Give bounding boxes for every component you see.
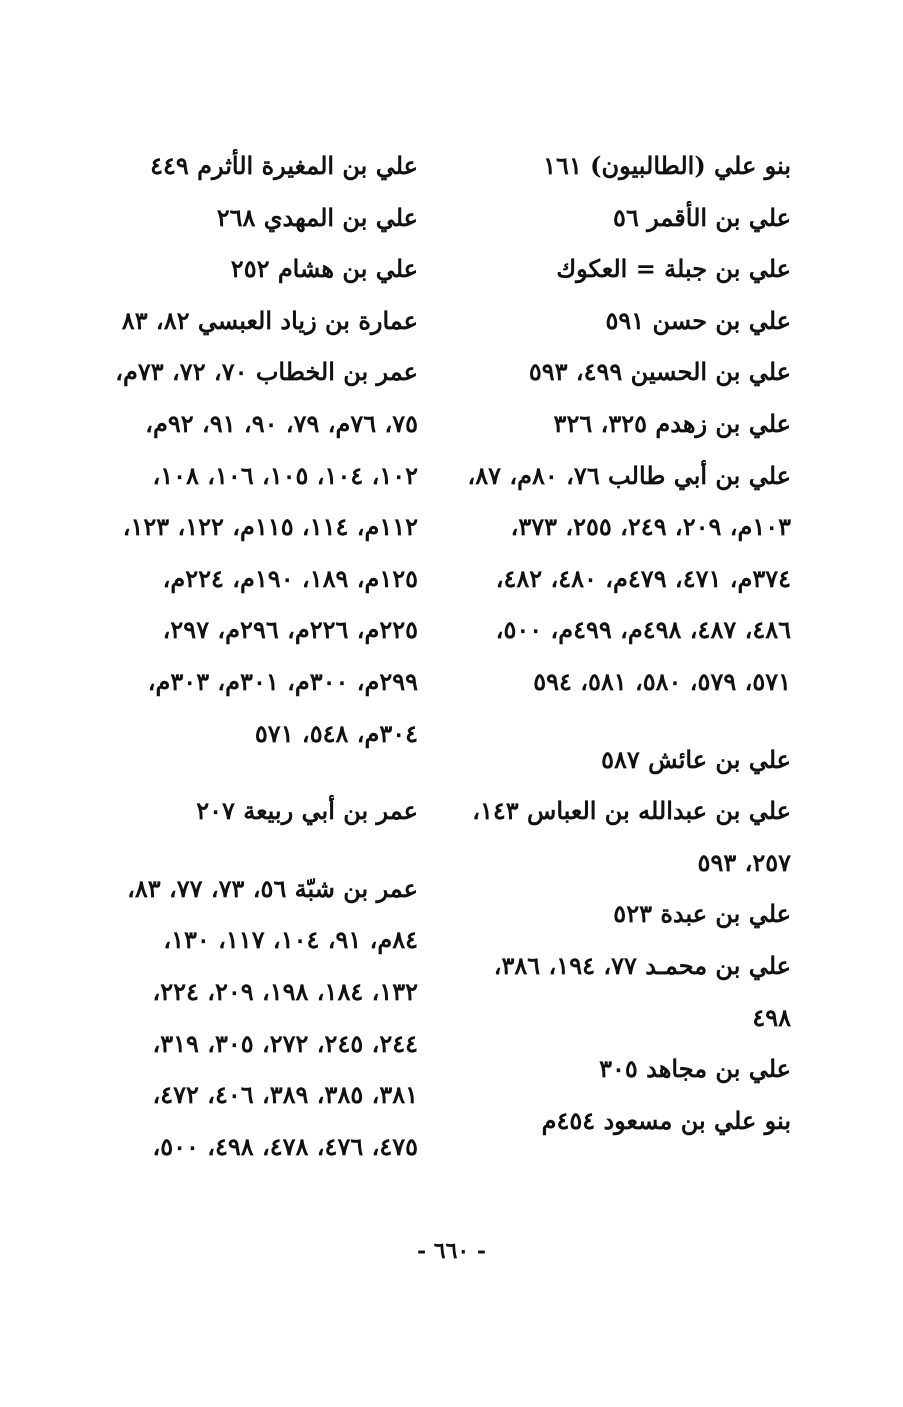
entry-spacer — [73, 759, 418, 785]
index-entry: عمر بن الخطاب ٧٠، ٧٢، ٧٣م، — [115, 357, 418, 387]
index-entry: علي بن الأقمر ٥٦ — [613, 202, 791, 232]
index-entry: علي بن المغيرة الأثرم ٤٤٩ — [150, 151, 418, 180]
index-entry: بنو علي (الطالبيون) ١٦١ — [543, 151, 791, 180]
index-entry-continuation: ١١٢م، ١١٤، ١١٥م، ١٢٢، ١٢٣، — [122, 512, 418, 542]
index-entry-continuation: ١٣٢، ١٨٤، ١٩٨، ٢٠٩، ٢٢٤، — [152, 976, 418, 1006]
index-entry-continuation: ٢٩٩م، ٣٠٠م، ٣٠١م، ٣٠٣م، — [147, 666, 418, 696]
index-entry-continuation: ١٠٣م، ٢٠٩، ٢٤٩، ٢٥٥، ٣٧٣، — [510, 512, 791, 542]
index-entry-continuation: ٤٩٨ — [752, 1002, 791, 1032]
index-entry: علي بن عبدالله بن العباس ١٤٣، — [472, 796, 791, 826]
index-entry-continuation: ٤٨٦، ٤٨٧، ٤٩٨م، ٤٩٩م، ٥٠٠، — [495, 615, 791, 645]
index-entry: علي بن عبدة ٥٢٣ — [613, 899, 791, 929]
index-entry-continuation: ٣٧٤م، ٤٧١، ٤٧٩م، ٤٨٠، ٤٨٢، — [495, 563, 791, 593]
index-entry: عمارة بن زياد العبسي ٨٢، ٨٣ — [121, 305, 418, 335]
index-entry-continuation: ٥٧١، ٥٧٩، ٥٨٠، ٥٨١، ٥٩٤ — [533, 666, 791, 696]
index-entry: علي بن المهدي ٢٦٨ — [216, 202, 418, 232]
index-entry-continuation: ٣٨١، ٣٨٥، ٣٨٩، ٤٠٦، ٤٧٢، — [152, 1080, 418, 1110]
index-entry-continuation: ٢٥٧، ٥٩٣ — [697, 847, 791, 877]
index-entry-continuation: ٤٧٥، ٤٧٦، ٤٧٨، ٤٩٨، ٥٠٠، — [152, 1131, 418, 1161]
page-number: - ٦٦٠ - — [416, 1238, 487, 1264]
index-entry: علي بن الحسين ٤٩٩، ٥٩٣ — [528, 357, 791, 387]
index-column-right — [446, 140, 791, 1146]
index-column-left — [73, 140, 418, 1172]
index-entry-continuation: ٢٤٤، ٢٤٥، ٢٧٢، ٣٠٥، ٣١٩، — [152, 1028, 418, 1058]
index-entry: عمر بن شبّة ٥٦، ٧٣، ٧٧، ٨٣، — [127, 873, 418, 903]
index-entry: علي بن زهدم ٣٢٥، ٣٢٦ — [553, 408, 791, 438]
index-entry-continuation: ٨٤م، ٩١، ١٠٤، ١١٧، ١٣٠، — [163, 925, 418, 955]
index-entry: علي بن جبلة = العكوك — [556, 254, 791, 284]
index-entry-continuation: ٣٠٤م، ٥٤٨، ٥٧١ — [254, 718, 418, 748]
index-entry-continuation: ١٢٥م، ١٨٩، ١٩٠م، ٢٢٤م، — [162, 563, 418, 593]
index-entry-continuation: ٢٢٥م، ٢٢٦م، ٢٩٦م، ٢٩٧، — [162, 615, 418, 645]
index-entry: بنو علي بن مسعود ٤٥٤م — [541, 1105, 791, 1135]
index-entry: عمر بن أبي ربيعة ٢٠٧ — [196, 796, 418, 826]
entry-spacer — [446, 708, 791, 734]
entry-spacer — [73, 837, 418, 863]
index-entry: علي بن محمـد ٧٧، ١٩٤، ٣٨٦، — [493, 950, 791, 980]
index-entry: علي بن هشام ٢٥٢ — [230, 254, 418, 284]
index-entry: علي بن أبي طالب ٧٦، ٨٠م، ٨٧، — [467, 460, 791, 490]
index-entry-continuation: ٧٥، ٧٦م، ٧٩، ٩٠، ٩١، ٩٢م، — [145, 408, 418, 438]
index-entry: علي بن حسن ٥٩١ — [605, 305, 791, 335]
index-entry: علي بن عائش ٥٨٧ — [601, 744, 791, 774]
index-entry-continuation: ١٠٢، ١٠٤، ١٠٥، ١٠٦، ١٠٨، — [152, 460, 418, 490]
index-entry: علي بن مجاهد ٣٠٥ — [599, 1054, 791, 1084]
